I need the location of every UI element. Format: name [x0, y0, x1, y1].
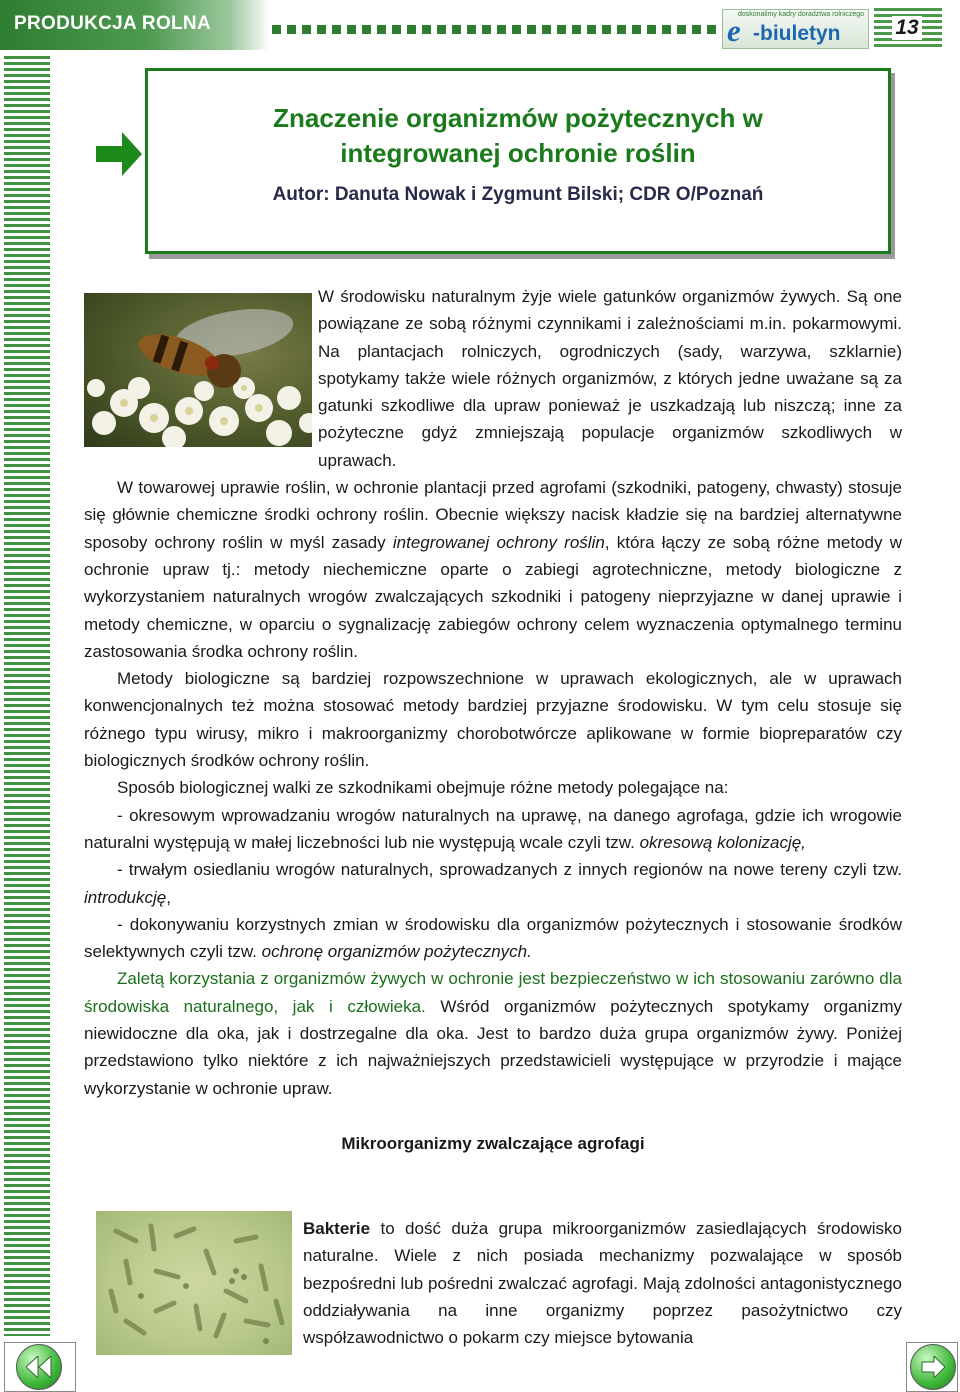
section-heading: Mikroorganizmy zwalczające agrofagi	[341, 1133, 645, 1153]
logo-e-letter: e	[727, 13, 741, 48]
b2-text-end: ,	[166, 887, 171, 907]
paragraph-biological-methods: Metody biologiczne są bardziej rozpowszechnione w uprawach ekologicznych, ale w uprawach konwencjonalnych też można stosować metody bardziej przyjazne środowisku. W tym celu stosuje się różnego typu wirusy, mikro i makroorganizmy chorobotwórcze aplikowane w formie biopreparatów czy biologicznych środków ochrony roślin.	[84, 669, 902, 771]
bullet-introduction	[84, 856, 902, 911]
p2-text-a: W towarowej uprawie roślin, w ochronie plantacji przed agrofami (szkodniki, patogeny, chwasty) stosuje się głównie chemiczne środki ochrony roślin. Obecnie większy nacisk kładzie się na bardziej alternatywne sposoby ochrony roślin w myśl zasady	[84, 478, 902, 552]
bullet-periodic-colonization	[84, 802, 902, 857]
b2-text: - trwałym osiedlaniu wrogów naturalnych, sprowadzanych z innych regionów na nowe tereny czyli tzw.	[117, 860, 902, 880]
previous-page-button[interactable]	[16, 1344, 62, 1390]
bacteria-microscope-photo	[96, 1211, 292, 1355]
b3-italic-term: ochronę organizmów pożytecznych.	[261, 942, 532, 962]
e-biuletyn-logo	[722, 9, 869, 49]
page-number: 13	[892, 16, 922, 40]
b3-text: - dokonywaniu korzystnych zmian w środowisku dla organizmów pożytecznych i stosowanie środków selektywnych czyli tzw.	[84, 914, 902, 962]
paragraph-methods-intro: Sposób biologicznej walki ze szkodnikami obejmuje różne metody polegające na:	[117, 778, 729, 798]
b1-text: - okresowym wprowadzaniu wrogów naturalnych na uprawę, na danego agrofaga, gdzie ich wrogowie naturalni występują w małej liczebności lub nie występują wcale czyli tzw.	[84, 805, 902, 852]
page-number-box	[874, 8, 942, 48]
section-banner	[0, 0, 270, 50]
double-left-arrow-icon	[26, 1356, 52, 1378]
paragraph-intro: W środowisku naturalnym żyje wiele gatunków organizmów żywych. Są one powiązane ze sobą różnymi czynnikami i zależnościami m.in. pokarmowymi. Na plantacjach rolniczych, ogrodniczych (sady, warzywa, szklarnie) spotykamy także wiele różnych organizmów, z których jedne uważane są za gatunki szkodliwe dla upraw ponieważ je uszkadzają lub niszczą; inne za pożyteczne gdyż zmniejszają populacje organizmów szkodliwych w uprawach.	[318, 287, 902, 470]
bacteria-description: to dość duża grupa mikroorganizmów zasiedlających środowisko naturalne. Wiele z nich posiada mechanizmy pozwalające w sposób bezpośredni lub pośredni zwalczać agrofagi. Mają zdolności antagonistycznego oddziaływania na inne organizmy poprzez pasożytnictwo czy współzawodnictwo o pokarm czy miejsce bytowania	[303, 1219, 902, 1348]
next-page-button[interactable]	[910, 1344, 956, 1390]
article-title	[148, 101, 888, 171]
p5-text: Wśród organizmów pożytecznych spotykamy organizmy niewidoczne dla oka, jak i dostrzegalne dla oka. Jest to bardzo duża grupa organizmów żywy. Poniżej przedstawiono tylko niektóre z ich najważniejszych przedstawicieli występujące w przyrodzie i mające wykorzystanie w ochronie upraw.	[84, 996, 903, 1098]
header-dotted-divider	[272, 25, 716, 34]
article-body	[84, 283, 902, 1157]
left-striped-bar	[4, 56, 50, 1336]
title-box	[145, 68, 891, 254]
title-line-1: Znaczenie organizmów pożytecznych w	[273, 103, 763, 133]
article-author: Autor: Danuta Nowak i Zygmunt Bilski; CDR O/Poznań	[272, 184, 764, 205]
p2-italic-term: integrowanej ochrony roślin	[392, 532, 605, 552]
photo-float-spacer	[84, 283, 318, 473]
bullet-protection	[84, 911, 902, 966]
logo-tagline: doskonalimy kadry doradztwa rolniczego	[737, 11, 864, 18]
right-arrow-icon	[96, 130, 144, 178]
paragraph-integrated-protection	[84, 474, 902, 665]
section-title: PRODUKCJA ROLNA	[14, 13, 211, 34]
bacteria-paragraph	[303, 1215, 902, 1351]
paragraph-advantages	[84, 965, 902, 1101]
logo-name: -biuletyn	[753, 22, 841, 45]
b1-italic-term: okresową kolonizację,	[639, 832, 806, 852]
b2-italic-term: introdukcję	[84, 887, 167, 907]
p2-text-b: , która łączy ze sobą różne metody w ochronie upraw tj.: metody niechemiczne oparte o zabiegi agrotechniczne, metody biologiczne z wykorzystaniem naturalnych wrogów zwalczających szkodniki i patogeny nieprzyjazne w danej uprawie i metody chemiczne, w oparciu o sygnalizację zabiegów ochrony celem wyznaczenia optymalnego terminu zastosowania środka ochrony roślin.	[84, 532, 902, 661]
title-line-2: integrowanej ochronie roślin	[340, 138, 696, 168]
p5-highlight: Zaletą korzystania z organizmów żywych w ochronie jest bezpieczeństwo w ich stosowaniu zarówno dla środowiska naturalnego, jak i człowieka.	[84, 969, 902, 1016]
bacteria-term: Bakterie	[303, 1219, 371, 1238]
right-arrow-icon	[920, 1356, 946, 1378]
